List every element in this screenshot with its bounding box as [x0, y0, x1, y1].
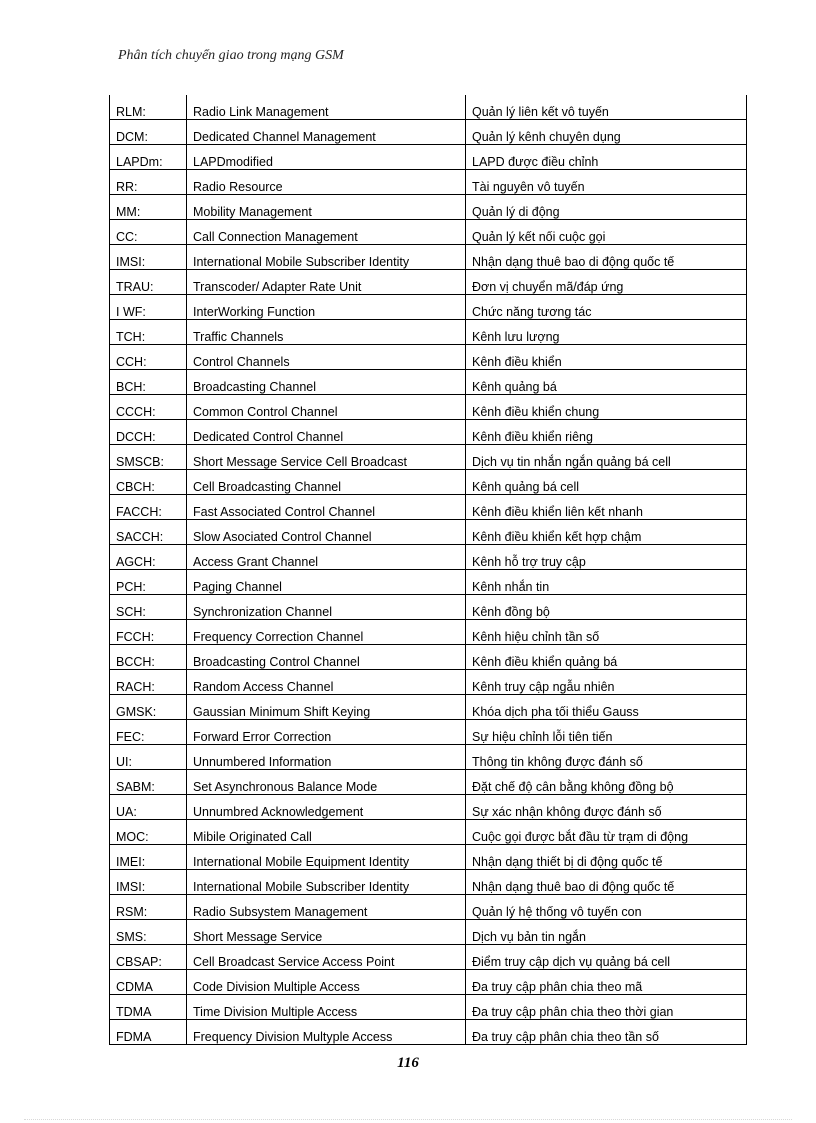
table-row: [110, 220, 747, 245]
abbreviation-cell: RACH:: [110, 670, 187, 695]
english-term-cell: Frequency Division Multyple Access: [187, 1020, 466, 1045]
english-term-cell: Unnumbred Acknowledgement: [187, 795, 466, 820]
vietnamese-term-cell: Kênh lưu lượng: [466, 320, 747, 345]
table-row: [110, 895, 747, 920]
vietnamese-term-cell: Đơn vị chuyển mã/đáp ứng: [466, 270, 747, 295]
vietnamese-term-cell: Kênh truy cập ngẫu nhiên: [466, 670, 747, 695]
abbreviation-cell: TDMA: [110, 995, 187, 1020]
abbreviation-cell: UA:: [110, 795, 187, 820]
vietnamese-term-cell: Dịch vụ bản tin ngắn: [466, 920, 747, 945]
table-row: [110, 470, 747, 495]
vietnamese-term-cell: Dịch vụ tin nhắn ngắn quảng bá cell: [466, 445, 747, 470]
abbreviation-cell: DCM:: [110, 120, 187, 145]
vietnamese-term-cell: Chức năng tương tác: [466, 295, 747, 320]
abbreviation-cell: BCCH:: [110, 645, 187, 670]
abbreviation-cell: CDMA: [110, 970, 187, 995]
abbreviation-cell: FCCH:: [110, 620, 187, 645]
vietnamese-term-cell: Đa truy cập phân chia theo thời gian: [466, 995, 747, 1020]
table-row: [110, 745, 747, 770]
english-term-cell: Dedicated Control Channel: [187, 420, 466, 445]
english-term-cell: Paging Channel: [187, 570, 466, 595]
vietnamese-term-cell: Kênh quảng bá: [466, 370, 747, 395]
english-term-cell: Broadcasting Control Channel: [187, 645, 466, 670]
abbreviation-cell: TCH:: [110, 320, 187, 345]
english-term-cell: Time Division Multiple Access: [187, 995, 466, 1020]
english-term-cell: International Mobile Subscriber Identity: [187, 245, 466, 270]
vietnamese-term-cell: Kênh điều khiển quảng bá: [466, 645, 747, 670]
vietnamese-term-cell: Nhận dạng thuê bao di động quốc tế: [466, 245, 747, 270]
english-term-cell: Transcoder/ Adapter Rate Unit: [187, 270, 466, 295]
english-term-cell: Mobility Management: [187, 195, 466, 220]
vietnamese-term-cell: Kênh điều khiển chung: [466, 395, 747, 420]
abbreviation-cell: MM:: [110, 195, 187, 220]
table-row: [110, 195, 747, 220]
vietnamese-term-cell: Đa truy cập phân chia theo mã: [466, 970, 747, 995]
abbreviation-cell: SMSCB:: [110, 445, 187, 470]
abbreviation-cell: SCH:: [110, 595, 187, 620]
english-term-cell: Slow Asociated Control Channel: [187, 520, 466, 545]
english-term-cell: Unnumbered Information: [187, 745, 466, 770]
vietnamese-term-cell: Quản lý di động: [466, 195, 747, 220]
english-term-cell: International Mobile Subscriber Identity: [187, 870, 466, 895]
vietnamese-term-cell: Quản lý liên kết vô tuyến: [466, 95, 747, 120]
vietnamese-term-cell: Quản lý kênh chuyên dụng: [466, 120, 747, 145]
table-row: [110, 345, 747, 370]
vietnamese-term-cell: Kênh đồng bộ: [466, 595, 747, 620]
abbreviation-cell: TRAU:: [110, 270, 187, 295]
vietnamese-term-cell: Cuộc gọi được bắt đầu từ trạm di động: [466, 820, 747, 845]
vietnamese-term-cell: Kênh điều khiển: [466, 345, 747, 370]
abbreviation-cell: DCCH:: [110, 420, 187, 445]
vietnamese-term-cell: Kênh hỗ trợ truy cập: [466, 545, 747, 570]
table-row: [110, 520, 747, 545]
table-row: [110, 420, 747, 445]
vietnamese-term-cell: Kênh hiệu chỉnh tần số: [466, 620, 747, 645]
table-row: [110, 795, 747, 820]
english-term-cell: Random Access Channel: [187, 670, 466, 695]
english-term-cell: Synchronization Channel: [187, 595, 466, 620]
vietnamese-term-cell: Sự xác nhận không được đánh số: [466, 795, 747, 820]
table-row: [110, 370, 747, 395]
vietnamese-term-cell: Nhận dạng thiết bị di động quốc tế: [466, 845, 747, 870]
vietnamese-term-cell: Quản lý kết nối cuộc gọi: [466, 220, 747, 245]
english-term-cell: Cell Broadcast Service Access Point: [187, 945, 466, 970]
vietnamese-term-cell: Khóa dịch pha tối thiểu Gauss: [466, 695, 747, 720]
page-header-title: Phân tích chuyển giao trong mạng GSM: [118, 48, 344, 63]
table-row: [110, 95, 747, 120]
vietnamese-term-cell: Kênh điều khiển riêng: [466, 420, 747, 445]
table-row: [110, 395, 747, 420]
vietnamese-term-cell: Đặt chế độ cân bằng không đồng bộ: [466, 770, 747, 795]
table-row: [110, 845, 747, 870]
abbreviation-cell: IMEI:: [110, 845, 187, 870]
english-term-cell: Frequency Correction Channel: [187, 620, 466, 645]
abbreviation-cell: FDMA: [110, 1020, 187, 1045]
abbreviation-cell: GMSK:: [110, 695, 187, 720]
table-row: [110, 870, 747, 895]
table-row: [110, 120, 747, 145]
table-row: [110, 495, 747, 520]
abbreviation-cell: PCH:: [110, 570, 187, 595]
table-row: [110, 245, 747, 270]
abbreviation-cell: CBSAP:: [110, 945, 187, 970]
english-term-cell: Radio Resource: [187, 170, 466, 195]
abbreviation-cell: LAPDm:: [110, 145, 187, 170]
vietnamese-term-cell: Sự hiệu chỉnh lỗi tiên tiến: [466, 720, 747, 745]
english-term-cell: Traffic Channels: [187, 320, 466, 345]
english-term-cell: Gaussian Minimum Shift Keying: [187, 695, 466, 720]
table-row: [110, 720, 747, 745]
abbreviation-cell: CBCH:: [110, 470, 187, 495]
abbreviation-table-body: [110, 95, 747, 1045]
table-row: [110, 595, 747, 620]
page-number: 116: [397, 1055, 419, 1071]
table-row: [110, 995, 747, 1020]
abbreviation-cell: IMSI:: [110, 245, 187, 270]
abbreviation-cell: SABM:: [110, 770, 187, 795]
table-row: [110, 945, 747, 970]
abbreviation-cell: MOC:: [110, 820, 187, 845]
english-term-cell: International Mobile Equipment Identity: [187, 845, 466, 870]
table-row: [110, 320, 747, 345]
table-row: [110, 620, 747, 645]
table-row: [110, 670, 747, 695]
table-row: [110, 295, 747, 320]
abbreviation-cell: SMS:: [110, 920, 187, 945]
english-term-cell: Set Asynchronous Balance Mode: [187, 770, 466, 795]
english-term-cell: Call Connection Management: [187, 220, 466, 245]
vietnamese-term-cell: Kênh nhắn tin: [466, 570, 747, 595]
english-term-cell: Access Grant Channel: [187, 545, 466, 570]
vietnamese-term-cell: Thông tin không được đánh số: [466, 745, 747, 770]
abbreviation-cell: CCCH:: [110, 395, 187, 420]
abbreviation-cell: UI:: [110, 745, 187, 770]
abbreviation-cell: BCH:: [110, 370, 187, 395]
table-row: [110, 170, 747, 195]
english-term-cell: Common Control Channel: [187, 395, 466, 420]
english-term-cell: Mibile Originated Call: [187, 820, 466, 845]
table-row: [110, 445, 747, 470]
english-term-cell: Short Message Service: [187, 920, 466, 945]
vietnamese-term-cell: Kênh quảng bá cell: [466, 470, 747, 495]
abbreviation-cell: FEC:: [110, 720, 187, 745]
abbreviation-cell: CCH:: [110, 345, 187, 370]
abbreviation-cell: SACCH:: [110, 520, 187, 545]
table-row: [110, 970, 747, 995]
table-row: [110, 695, 747, 720]
abbreviation-cell: FACCH:: [110, 495, 187, 520]
english-term-cell: LAPDmodified: [187, 145, 466, 170]
abbreviation-cell: IMSI:: [110, 870, 187, 895]
abbreviation-cell: RSM:: [110, 895, 187, 920]
table-row: [110, 1020, 747, 1045]
table-row: [110, 145, 747, 170]
footer-divider: [24, 1119, 792, 1120]
abbreviation-cell: CC:: [110, 220, 187, 245]
table-row: [110, 270, 747, 295]
table-row: [110, 645, 747, 670]
english-term-cell: Forward Error Correction: [187, 720, 466, 745]
english-term-cell: Radio Subsystem Management: [187, 895, 466, 920]
english-term-cell: Cell Broadcasting Channel: [187, 470, 466, 495]
vietnamese-term-cell: Nhận dạng thuê bao di động quốc tế: [466, 870, 747, 895]
abbreviation-cell: AGCH:: [110, 545, 187, 570]
vietnamese-term-cell: Kênh điều khiển kết hợp chậm: [466, 520, 747, 545]
vietnamese-term-cell: Đa truy cập phân chia theo tần số: [466, 1020, 747, 1045]
english-term-cell: Radio Link Management: [187, 95, 466, 120]
english-term-cell: Code Division Multiple Access: [187, 970, 466, 995]
abbreviation-table: [109, 95, 747, 1045]
abbreviation-cell: RR:: [110, 170, 187, 195]
english-term-cell: Broadcasting Channel: [187, 370, 466, 395]
table-row: [110, 545, 747, 570]
english-term-cell: Short Message Service Cell Broadcast: [187, 445, 466, 470]
english-term-cell: InterWorking Function: [187, 295, 466, 320]
table-row: [110, 770, 747, 795]
vietnamese-term-cell: Điểm truy cập dịch vụ quảng bá cell: [466, 945, 747, 970]
vietnamese-term-cell: Quản lý hệ thống vô tuyến con: [466, 895, 747, 920]
table-row: [110, 920, 747, 945]
english-term-cell: Fast Associated Control Channel: [187, 495, 466, 520]
table-row: [110, 570, 747, 595]
table-row: [110, 820, 747, 845]
vietnamese-term-cell: Tài nguyên vô tuyến: [466, 170, 747, 195]
vietnamese-term-cell: Kênh điều khiển liên kết nhanh: [466, 495, 747, 520]
abbreviation-cell: I WF:: [110, 295, 187, 320]
abbreviation-cell: RLM:: [110, 95, 187, 120]
vietnamese-term-cell: LAPD được điều chỉnh: [466, 145, 747, 170]
english-term-cell: Dedicated Channel Management: [187, 120, 466, 145]
english-term-cell: Control Channels: [187, 345, 466, 370]
